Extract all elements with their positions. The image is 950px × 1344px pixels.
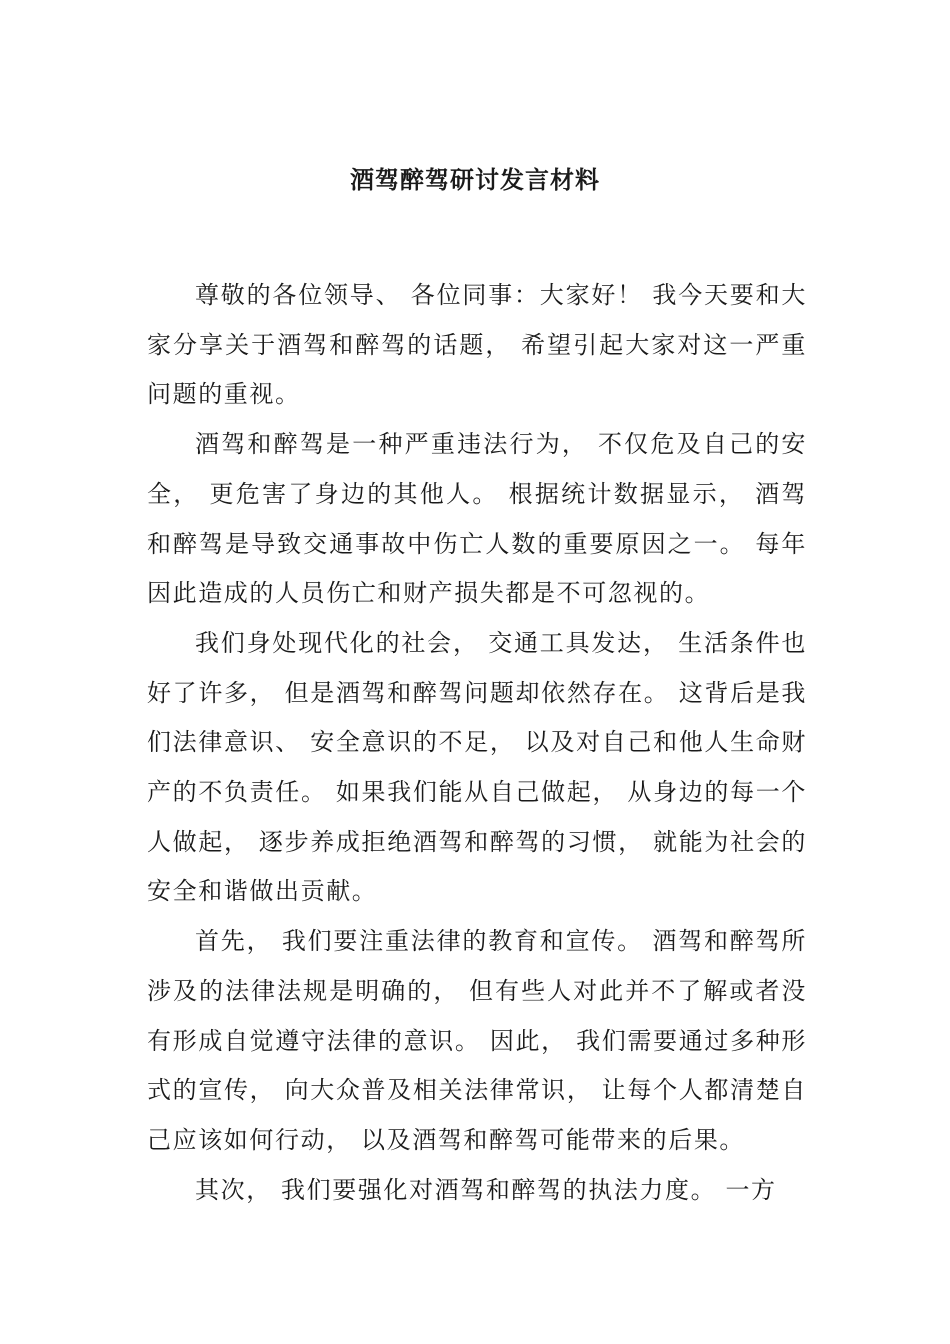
paragraph: 酒驾和醉驾是一种严重违法行为， 不仅危及自己的安全， 更危害了身边的其他人。 根据统计数据显示， 酒驾和醉驾是导致交通事故中伤亡人数的重要原因之一。 每年因此造成的人员伤亡和财产损失都是不可忽视的。 (147, 430, 807, 608)
paragraph: 我们身处现代化的社会， 交通工具发达， 生活条件也好了许多， 但是酒驾和醉驾问题却依然存在。 这背后是我们法律意识、 安全意识的不足， 以及对自己和他人生命财产的不负责任。 如果我们能从自己做起， 从身边的每一个人做起， 逐步养成拒绝酒驾和醉驾的习惯， 就能为社会的安全和谐做出贡献。 (147, 628, 807, 906)
paragraph: 尊敬的各位领导、 各位同事：大家好！ 我今天要和大家分享关于酒驾和醉驾的话题， 希望引起大家对这一严重问题的重视。 (147, 281, 807, 409)
document-title: 酒驾醉驾研讨发言材料 (350, 165, 600, 194)
paragraph: 首先， 我们要注重法律的教育和宣传。 酒驾和醉驾所涉及的法律法规是明确的， 但有些人对此并不了解或者没有形成自觉遵守法律的意识。 因此， 我们需要通过多种形式的宣传， 向大众普及相关法律常识， 让每个人都清楚自己应该如何行动， 以及酒驾和醉驾可能带来的后果。 (147, 927, 807, 1154)
document-body (147, 271, 807, 1215)
paragraph: 其次， 我们要强化对酒驾和醉驾的执法力度。 一方 (195, 1175, 777, 1204)
